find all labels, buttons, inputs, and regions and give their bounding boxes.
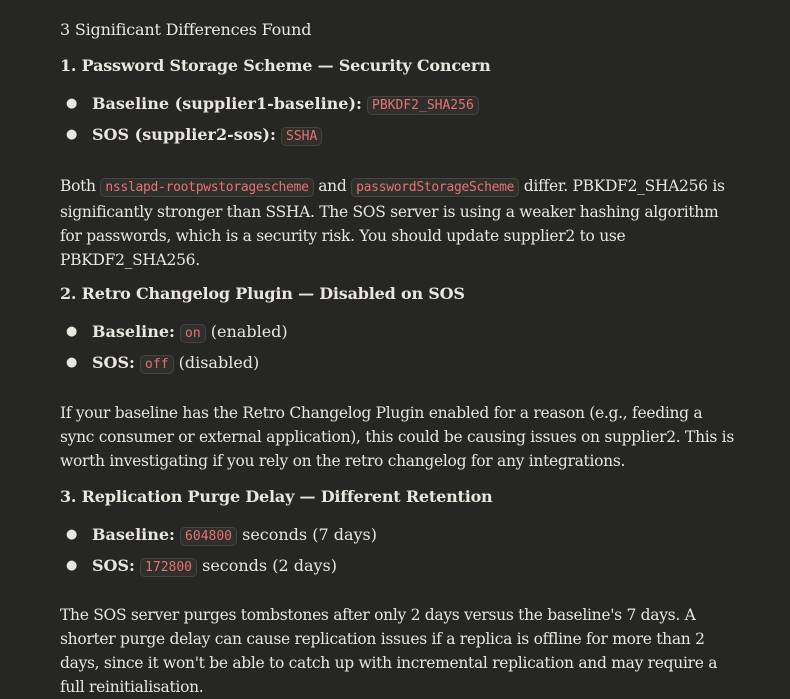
bullet-icon: ● (66, 127, 78, 142)
code-value: SSHA (281, 127, 322, 146)
code-value: passwordStorageScheme (351, 178, 519, 197)
section-1-title: 1. Password Storage Scheme — Security Concern (60, 56, 491, 75)
section-2-list (60, 316, 288, 378)
list-item: ● SOS (supplier2-sos): SSHA (60, 119, 479, 150)
list-item: ● SOS: off (disabled) (60, 347, 288, 378)
section-1-paragraph: Both nsslapd-rootpwstoragescheme and passwordStorageScheme differ. PBKDF2_SHA256 is significantly stronger than SSHA. The SOS server is using a weaker hashing algorithm for passwords, which is a security risk. You should update supplier2 to use PBKDF2_SHA256. (60, 177, 725, 269)
section-2-paragraph: If your baseline has the Retro Changelog Plugin enabled for a reason (e.g., feeding a sync consumer or external application), this could be causing issues on supplier2. This is worth investigating if you rely on the retro changelog for any integrations. (60, 404, 734, 470)
section-2-title: 2. Retro Changelog Plugin — Disabled on SOS (60, 284, 465, 303)
code-value: 604800 (180, 527, 237, 546)
list-item: ● SOS: 172800 seconds (2 days) (60, 550, 377, 581)
bullet-icon: ● (66, 96, 78, 111)
code-value: on (180, 324, 206, 343)
bullet-icon: ● (66, 527, 78, 542)
list-item: ● Baseline: on (enabled) (60, 316, 288, 347)
summary-heading: 3 Significant Differences Found (60, 20, 312, 39)
code-value: nsslapd-rootpwstoragescheme (100, 178, 313, 197)
bullet-icon: ● (66, 558, 78, 573)
code-value: 172800 (140, 558, 197, 577)
section-1-list (60, 88, 479, 150)
section-3-paragraph: The SOS server purges tombstones after only 2 days versus the baseline's 7 days. A shorter purge delay can cause replication issues if a replica is offline for more than 2 days, since it won't be able to catch up with incremental replication and may require a full reinitialisation. (60, 606, 718, 696)
section-3-list (60, 519, 377, 581)
section-3-title: 3. Replication Purge Delay — Different Retention (60, 487, 493, 506)
bullet-icon: ● (66, 324, 78, 339)
code-value: off (140, 355, 173, 374)
list-item: ● Baseline (supplier1-baseline): PBKDF2_SHA256 (60, 88, 479, 119)
code-value: PBKDF2_SHA256 (367, 96, 479, 115)
bullet-icon: ● (66, 355, 78, 370)
list-item: ● Baseline: 604800 seconds (7 days) (60, 519, 377, 550)
